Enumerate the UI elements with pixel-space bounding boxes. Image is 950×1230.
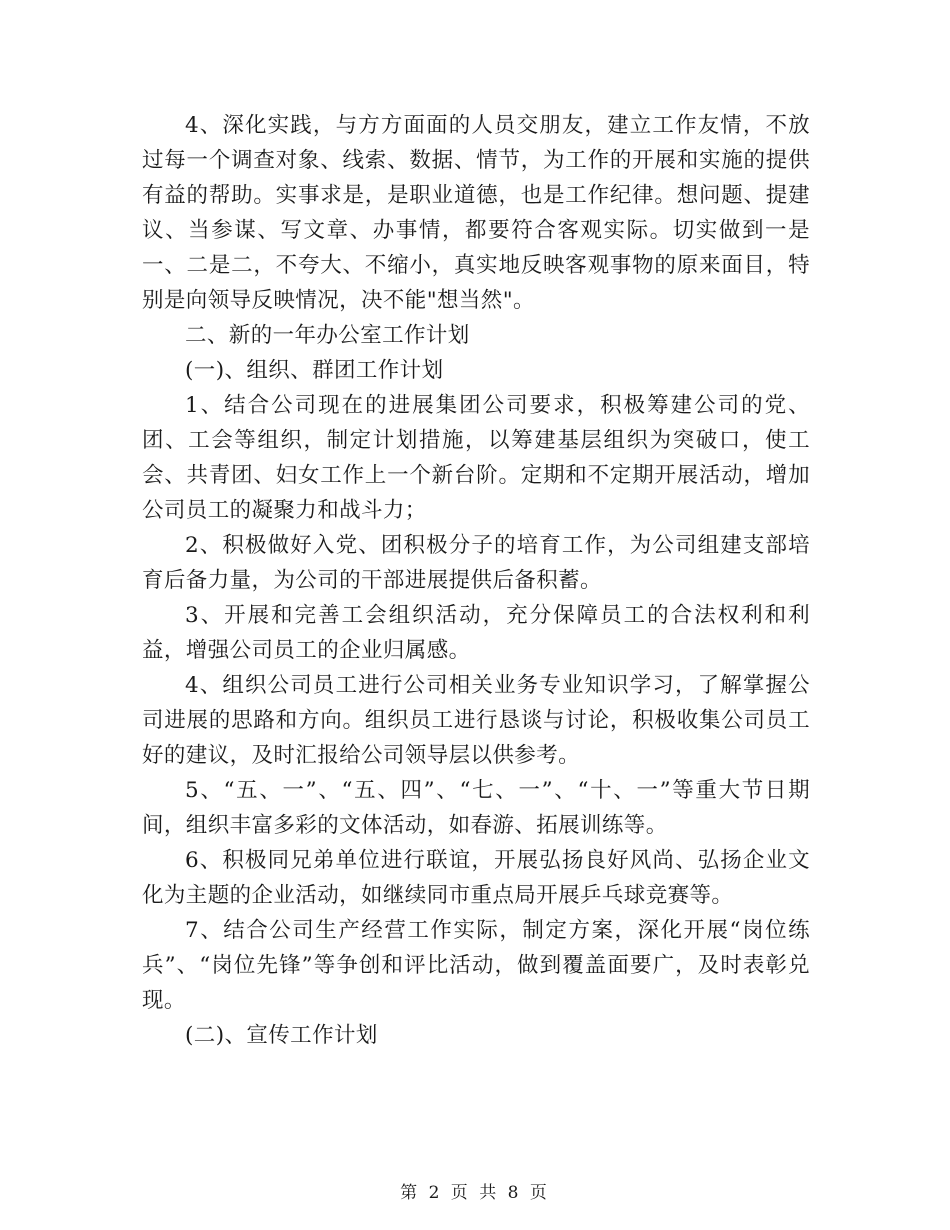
paragraph-item-1: 1、结合公司现在的进展集团公司要求，积极筹建公司的党、团、工会等组织，制定计划措施，以筹建基层组织为突破口，使工会、共青团、妇女工作上一个新台阶。定期和不定期开展活动，增加公司员工的凝聚力和战斗力； [142,393,810,523]
paragraph-item-3: 3、开展和完善工会组织活动，充分保障员工的合法权利和利益，增强公司员工的企业归属感。 [142,603,810,663]
page-footer: 第 2 页 共 8 页 [400,1183,550,1203]
paragraph-item-4: 4、组织公司员工进行公司相关业务专业知识学习，了解掌握公司进展的思路和方向。组织员工进行恳谈与讨论，积极收集公司员工好的建议，及时汇报给公司领导层以供参考。 [142,673,810,768]
paragraph-item-6: 6、积极同兄弟单位进行联谊，开展弘扬良好风尚、弘扬企业文化为主题的企业活动，如继续同市重点局开展乒乓球竞赛等。 [142,848,810,908]
section-heading-plan: 二、新的一年办公室工作计划 [185,323,470,348]
paragraph-item-2: 2、积极做好入党、团积极分子的培育工作，为公司组建支部培育后备力量，为公司的干部进展提供后备积蓄。 [142,533,810,593]
paragraph-point-4-practice: 4、深化实践，与方方面面的人员交朋友，建立工作友情，不放过每一个调查对象、线索、数据、情节，为工作的开展和实施的提供有益的帮助。实事求是，是职业道德，也是工作纪律。想问题、提建议、当参谋、写文章、办事情，都要符合客观实际。切实做到一是一、二是二，不夸大、不缩小，真实地反映客观事物的原来面目，特别是向领导反映情况，决不能"想当然"。 [142,113,810,313]
paragraph-item-5: 5、“五、一”、“五、四”、“七、一”、“十、一”等重大节日期间，组织丰富多彩的文体活动，如春游、拓展训练等。 [142,778,810,838]
paragraph-item-7: 7、结合公司生产经营工作实际，制定方案，深化开展“岗位练兵”、“岗位先锋”等争创和评比活动，做到覆盖面要广，及时表彰兑现。 [142,918,810,1013]
subheading-publicity: (二)、宣传工作计划 [185,1023,378,1048]
subheading-organization: (一)、组织、群团工作计划 [185,358,444,383]
document-body [142,108,810,1053]
